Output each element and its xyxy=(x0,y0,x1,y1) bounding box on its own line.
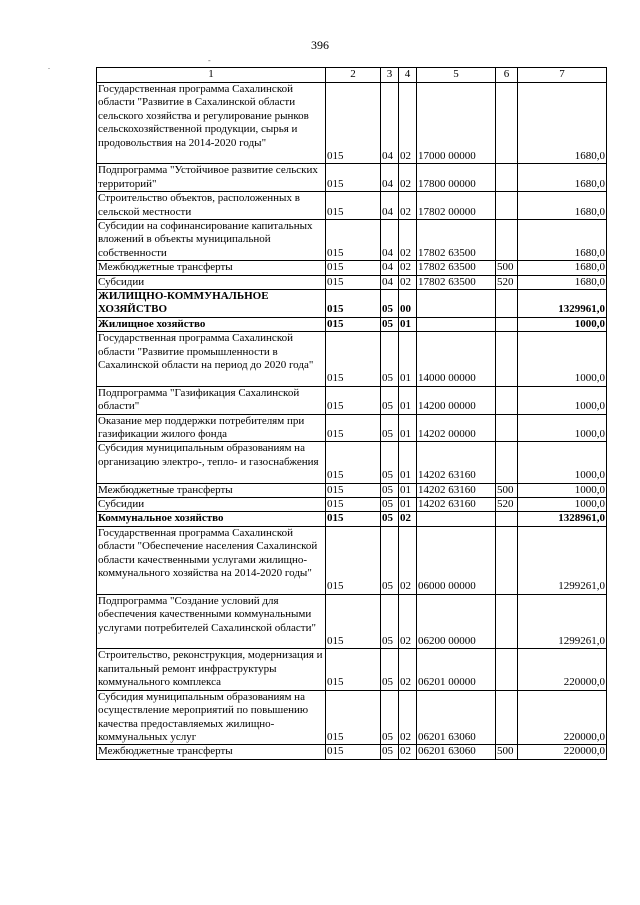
target-article-code-cell: 14000 00000 xyxy=(417,332,496,387)
table-row xyxy=(97,526,607,594)
target-article-code-cell xyxy=(417,290,496,318)
ministry-code-cell: 015 xyxy=(326,498,381,512)
section-code-cell: 04 xyxy=(381,192,399,220)
target-article-code-cell: 06000 00000 xyxy=(417,526,496,594)
section-code-cell: 05 xyxy=(381,512,399,526)
amount-cell: 1329961,0 xyxy=(518,290,607,318)
table-row xyxy=(97,745,607,759)
amount-cell: 1299261,0 xyxy=(518,526,607,594)
section-code-cell: 05 xyxy=(381,526,399,594)
target-article-code-cell: 14200 00000 xyxy=(417,386,496,414)
ministry-code-cell: 015 xyxy=(326,649,381,690)
section-code-cell: 05 xyxy=(381,745,399,759)
ministry-code-cell: 015 xyxy=(326,512,381,526)
expense-type-code-cell xyxy=(496,164,518,192)
subsection-code-cell: 02 xyxy=(399,275,417,289)
subsection-code-cell: 02 xyxy=(399,83,417,164)
section-code-cell: 04 xyxy=(381,220,399,261)
subsection-code-cell: 00 xyxy=(399,290,417,318)
subsection-code-cell: 02 xyxy=(399,261,417,275)
target-article-code-cell: 17802 63500 xyxy=(417,220,496,261)
section-code-cell: 05 xyxy=(381,594,399,649)
item-name-cell: Жилищное хозяйство xyxy=(97,317,326,331)
amount-cell: 1000,0 xyxy=(518,442,607,483)
expense-type-code-cell xyxy=(496,442,518,483)
ministry-code-cell: 015 xyxy=(326,414,381,442)
amount-cell: 1000,0 xyxy=(518,386,607,414)
expense-type-code-cell xyxy=(496,220,518,261)
table-row xyxy=(97,483,607,497)
target-article-code-cell: 17802 63500 xyxy=(417,275,496,289)
amount-cell: 220000,0 xyxy=(518,690,607,745)
ministry-code-cell: 015 xyxy=(326,442,381,483)
budget-table xyxy=(96,67,607,760)
section-code-cell: 05 xyxy=(381,498,399,512)
amount-cell: 220000,0 xyxy=(518,745,607,759)
expense-type-code-cell xyxy=(496,192,518,220)
item-name-cell: Государственная программа Сахалинской области "Развитие промышленности в Сахалинской области на период до 2020 года" xyxy=(97,332,326,387)
section-code-cell: 05 xyxy=(381,332,399,387)
ministry-code-cell: 015 xyxy=(326,275,381,289)
target-article-code-cell xyxy=(417,317,496,331)
target-article-code-cell: 06200 00000 xyxy=(417,594,496,649)
amount-cell: 1680,0 xyxy=(518,220,607,261)
subsection-code-cell: 01 xyxy=(399,332,417,387)
target-article-code-cell: 14202 63160 xyxy=(417,483,496,497)
item-name-cell: Строительство объектов, расположенных в сельской местности xyxy=(97,192,326,220)
table-row xyxy=(97,594,607,649)
amount-cell: 1000,0 xyxy=(518,332,607,387)
item-name-cell: Подпрограмма "Устойчивое развитие сельских территорий" xyxy=(97,164,326,192)
ministry-code-cell: 015 xyxy=(326,526,381,594)
expense-type-code-cell xyxy=(496,290,518,318)
expense-type-code-cell xyxy=(496,332,518,387)
section-code-cell: 05 xyxy=(381,483,399,497)
ministry-code-cell: 015 xyxy=(326,386,381,414)
ministry-code-cell: 015 xyxy=(326,164,381,192)
table-row xyxy=(97,442,607,483)
amount-cell: 1000,0 xyxy=(518,414,607,442)
target-article-code-cell: 17000 00000 xyxy=(417,83,496,164)
item-name-cell: Субсидии xyxy=(97,275,326,289)
table-row xyxy=(97,83,607,164)
subsection-code-cell: 02 xyxy=(399,594,417,649)
table-row xyxy=(97,220,607,261)
expense-type-code-cell xyxy=(496,512,518,526)
header-cell: 2 xyxy=(326,68,381,83)
item-name-cell: Межбюджетные трансферты xyxy=(97,745,326,759)
item-name-cell: Субсидии xyxy=(97,498,326,512)
expense-type-code-cell xyxy=(496,83,518,164)
item-name-cell: Субсидии на софинансирование капитальных вложений в объекты муниципальной собственности xyxy=(97,220,326,261)
subsection-code-cell: 02 xyxy=(399,220,417,261)
table-header-row xyxy=(97,68,607,83)
expense-type-code-cell: 520 xyxy=(496,498,518,512)
item-name-cell: Государственная программа Сахалинской области "Обеспечение населения Сахалинской области качественными услугами жилищно-коммунального хозяйства на 2014-2020 годы" xyxy=(97,526,326,594)
page-number: 396 xyxy=(311,38,329,52)
target-article-code-cell: 17802 63500 xyxy=(417,261,496,275)
target-article-code-cell xyxy=(417,512,496,526)
table-row xyxy=(97,332,607,387)
section-code-cell: 05 xyxy=(381,414,399,442)
ministry-code-cell: 015 xyxy=(326,332,381,387)
table-row xyxy=(97,261,607,275)
target-article-code-cell: 17802 00000 xyxy=(417,192,496,220)
expense-type-code-cell xyxy=(496,317,518,331)
expense-type-code-cell xyxy=(496,594,518,649)
subsection-code-cell: 01 xyxy=(399,414,417,442)
ministry-code-cell: 015 xyxy=(326,317,381,331)
table-row xyxy=(97,164,607,192)
ministry-code-cell: 015 xyxy=(326,192,381,220)
expense-type-code-cell xyxy=(496,414,518,442)
section-code-cell: 04 xyxy=(381,164,399,192)
amount-cell: 1680,0 xyxy=(518,261,607,275)
expense-type-code-cell: 500 xyxy=(496,745,518,759)
amount-cell: 1328961,0 xyxy=(518,512,607,526)
amount-cell: 1000,0 xyxy=(518,498,607,512)
target-article-code-cell: 06201 00000 xyxy=(417,649,496,690)
ministry-code-cell: 015 xyxy=(326,745,381,759)
expense-type-code-cell xyxy=(496,690,518,745)
table-row xyxy=(97,414,607,442)
table-row xyxy=(97,192,607,220)
subsection-code-cell: 01 xyxy=(399,498,417,512)
header-cell: 1 xyxy=(97,68,326,83)
amount-cell: 1299261,0 xyxy=(518,594,607,649)
amount-cell: 1680,0 xyxy=(518,192,607,220)
section-code-cell: 04 xyxy=(381,83,399,164)
table-row xyxy=(97,512,607,526)
ministry-code-cell: 015 xyxy=(326,220,381,261)
expense-type-code-cell: 500 xyxy=(496,261,518,275)
section-code-cell: 05 xyxy=(381,649,399,690)
item-name-cell: Межбюджетные трансферты xyxy=(97,483,326,497)
header-cell: 4 xyxy=(399,68,417,83)
amount-cell: 1000,0 xyxy=(518,317,607,331)
subsection-code-cell: 02 xyxy=(399,690,417,745)
subsection-code-cell: 01 xyxy=(399,442,417,483)
item-name-cell: Межбюджетные трансферты xyxy=(97,261,326,275)
item-name-cell: Подпрограмма "Газификация Сахалинской области" xyxy=(97,386,326,414)
header-cell: 6 xyxy=(496,68,518,83)
subsection-code-cell: 01 xyxy=(399,386,417,414)
item-name-cell: Субсидия муниципальным образованиям на организацию электро-, тепло- и газоснабжения xyxy=(97,442,326,483)
target-article-code-cell: 06201 63060 xyxy=(417,690,496,745)
target-article-code-cell: 14202 00000 xyxy=(417,414,496,442)
stray-mark: - xyxy=(208,56,211,65)
item-name-cell: ЖИЛИЩНО-КОММУНАЛЬНОЕ ХОЗЯЙСТВО xyxy=(97,290,326,318)
expense-type-code-cell: 520 xyxy=(496,275,518,289)
section-code-cell: 05 xyxy=(381,690,399,745)
subsection-code-cell: 02 xyxy=(399,192,417,220)
stray-mark: . xyxy=(48,62,50,71)
section-code-cell: 05 xyxy=(381,442,399,483)
ministry-code-cell: 015 xyxy=(326,290,381,318)
table-row xyxy=(97,649,607,690)
item-name-cell: Подпрограмма "Создание условий для обеспечения качественными коммунальными услугами потребителей Сахалинской области" xyxy=(97,594,326,649)
item-name-cell: Государственная программа Сахалинской области "Развитие в Сахалинской области сельского хозяйства и регулирование рынков сельскохозяйственной продукции, сырья и продовольствия на 2014-2020 годы" xyxy=(97,83,326,164)
table-row xyxy=(97,498,607,512)
ministry-code-cell: 015 xyxy=(326,594,381,649)
section-code-cell: 05 xyxy=(381,317,399,331)
subsection-code-cell: 02 xyxy=(399,649,417,690)
ministry-code-cell: 015 xyxy=(326,483,381,497)
section-code-cell: 04 xyxy=(381,275,399,289)
expense-type-code-cell: 500 xyxy=(496,483,518,497)
target-article-code-cell: 14202 63160 xyxy=(417,442,496,483)
table-row xyxy=(97,317,607,331)
header-cell: 3 xyxy=(381,68,399,83)
item-name-cell: Коммунальное хозяйство xyxy=(97,512,326,526)
subsection-code-cell: 02 xyxy=(399,526,417,594)
subsection-code-cell: 02 xyxy=(399,512,417,526)
section-code-cell: 05 xyxy=(381,290,399,318)
header-cell: 5 xyxy=(417,68,496,83)
table-row xyxy=(97,690,607,745)
table-row xyxy=(97,290,607,318)
target-article-code-cell: 06201 63060 xyxy=(417,745,496,759)
subsection-code-cell: 01 xyxy=(399,317,417,331)
section-code-cell: 05 xyxy=(381,386,399,414)
expense-type-code-cell xyxy=(496,526,518,594)
ministry-code-cell: 015 xyxy=(326,83,381,164)
amount-cell: 1680,0 xyxy=(518,83,607,164)
subsection-code-cell: 02 xyxy=(399,164,417,192)
target-article-code-cell: 14202 63160 xyxy=(417,498,496,512)
expense-type-code-cell xyxy=(496,386,518,414)
amount-cell: 1680,0 xyxy=(518,164,607,192)
amount-cell: 220000,0 xyxy=(518,649,607,690)
ministry-code-cell: 015 xyxy=(326,261,381,275)
section-code-cell: 04 xyxy=(381,261,399,275)
amount-cell: 1000,0 xyxy=(518,483,607,497)
target-article-code-cell: 17800 00000 xyxy=(417,164,496,192)
item-name-cell: Субсидия муниципальным образованиям на осуществление мероприятий по повышению качества предоставляемых жилищно-коммунальных услуг xyxy=(97,690,326,745)
ministry-code-cell: 015 xyxy=(326,690,381,745)
subsection-code-cell: 02 xyxy=(399,745,417,759)
item-name-cell: Оказание мер поддержки потребителям при газификации жилого фонда xyxy=(97,414,326,442)
subsection-code-cell: 01 xyxy=(399,483,417,497)
item-name-cell: Строительство, реконструкция, модернизация и капитальный ремонт инфраструктуры коммунального комплекса xyxy=(97,649,326,690)
header-cell: 7 xyxy=(518,68,607,83)
table-row xyxy=(97,386,607,414)
table-row xyxy=(97,275,607,289)
amount-cell: 1680,0 xyxy=(518,275,607,289)
expense-type-code-cell xyxy=(496,649,518,690)
